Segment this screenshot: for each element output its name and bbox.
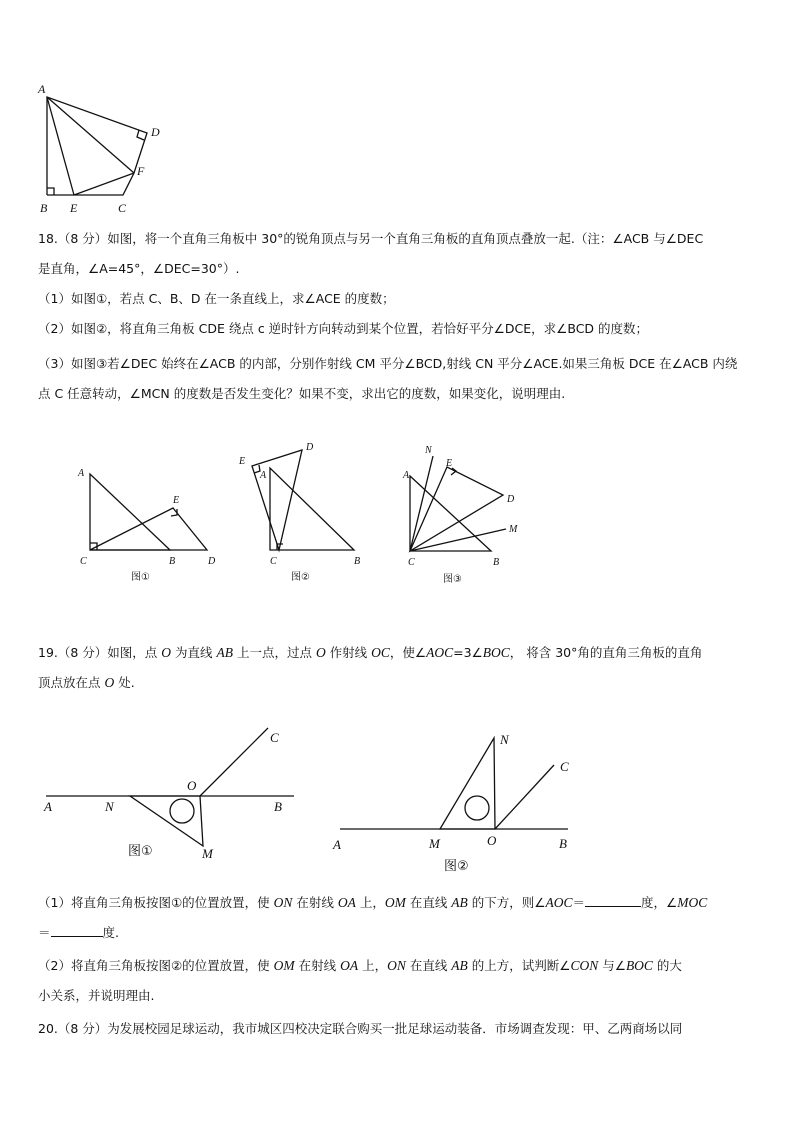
q19-text: 的大: [652, 958, 682, 973]
q19-text: ， 将含 30°角的直角三角板的直角: [509, 645, 703, 660]
q18-figure-1: [76, 460, 226, 590]
triangle-acb: [270, 468, 354, 550]
label-e: E: [173, 495, 180, 506]
label-e: E: [239, 456, 246, 467]
label-b: B: [274, 799, 282, 814]
var-oa: OA: [340, 958, 359, 973]
label-o: O: [187, 778, 197, 793]
q19-text: 为直线: [171, 645, 217, 660]
label-c: C: [560, 759, 569, 774]
q18-line1: 18.（8 分）如图，将一个直角三角板中 30°的锐角顶点与另一个直角三角板的直角顶点叠放一起.（注：∠ACB 与∠DEC: [38, 231, 704, 246]
q19-text: （1）将直角三角板按图①的位置放置，使: [38, 895, 274, 910]
q18-part2: （2）如图②，将直角三角板 CDE 绕点 c 逆时针方向转动到某个位置，若恰好平分∠DCE，求∠BCD 的度数；: [38, 321, 649, 336]
ray-cn: [410, 456, 433, 551]
figure-caption: 图①: [128, 844, 153, 859]
label-n: N: [105, 799, 114, 814]
top-geometry-figure: [30, 78, 170, 218]
label-a: A: [333, 837, 341, 852]
var-oa: OA: [337, 895, 356, 910]
var-aoc: AOC: [545, 895, 573, 910]
figure-caption: 图③: [443, 574, 462, 585]
q19-text: 在射线: [292, 895, 338, 910]
q18-line2: 是直角，∠A=45°，∠DEC=30°）.: [38, 261, 240, 276]
q19-text: =3∠: [453, 645, 483, 660]
q19-text: 上一点，过点: [232, 645, 316, 660]
label-m: M: [429, 836, 440, 851]
figure-caption: 图①: [131, 572, 150, 583]
var-boc: BOC: [625, 958, 653, 973]
var-on: ON: [273, 895, 293, 910]
label-b: B: [559, 836, 567, 851]
q19-text: 处.: [114, 675, 135, 690]
label-c: C: [270, 556, 277, 567]
label-e: E: [446, 458, 453, 469]
label-e: E: [70, 201, 78, 215]
label-a: A: [260, 470, 267, 481]
q19-text: （2）将直角三角板按图②的位置放置，使: [38, 958, 274, 973]
var-om: OM: [384, 895, 406, 910]
q19-text: 度.: [102, 925, 119, 940]
label-n: N: [500, 732, 509, 747]
q19-text: 顶点放在点: [38, 675, 105, 690]
label-d: D: [507, 494, 515, 505]
q19-part1-line1: [38, 888, 760, 918]
ray-cm: [410, 529, 506, 551]
var-moc: MOC: [677, 895, 708, 910]
ray-oc: [200, 728, 268, 796]
label-c: C: [118, 201, 127, 215]
q19-text: 19.（8 分）如图，点: [38, 645, 162, 660]
var-ab: AB: [451, 895, 468, 910]
answer-blank-moc[interactable]: [51, 924, 103, 937]
segment-af: [47, 97, 134, 173]
q18-part1: （1）如图①，若点 C、B、D 在一条直线上，求∠ACE 的度数；: [38, 291, 395, 306]
q19-part2-line1: [38, 951, 760, 981]
var-on: ON: [387, 958, 406, 973]
q19-text: ＝: [572, 895, 585, 910]
figure-outline: [47, 97, 147, 195]
q19-part1-line2: [38, 918, 760, 948]
q18-figure-3: [396, 440, 536, 590]
q19-text: ＝: [38, 925, 51, 940]
figure-caption: 图②: [444, 859, 469, 874]
q19-text: 在直线: [405, 895, 452, 910]
var-om: OM: [273, 958, 295, 973]
label-c: C: [408, 557, 415, 568]
var-o: O: [104, 675, 115, 690]
label-d: D: [151, 125, 160, 139]
answer-blank-aoc[interactable]: [585, 894, 641, 907]
q18-part3-line1: （3）如图③若∠DEC 始终在∠ACB 的内部，分别作射线 CM 平分∠BCD,射线 CN 平分∠ACE.如果三角板 DCE 在∠ACB 内绕: [38, 356, 738, 371]
q19-text: 与∠: [598, 958, 626, 973]
q19-text: 上，: [358, 958, 388, 973]
label-m: M: [509, 524, 518, 535]
label-f: F: [137, 164, 145, 178]
q19-text: 度，∠: [641, 895, 678, 910]
label-a: A: [403, 470, 410, 481]
q19-line2: [38, 668, 760, 698]
q19-part2-line2: 小关系，并说明理由.: [38, 988, 155, 1003]
label-o: O: [487, 833, 497, 848]
label-d: D: [306, 442, 314, 453]
var-ab: AB: [216, 645, 233, 660]
triangle-acb: [90, 474, 170, 550]
var-con: CON: [570, 958, 599, 973]
label-c: C: [270, 730, 279, 745]
triangle-ced: [410, 467, 503, 551]
q19-text: 在射线: [294, 958, 341, 973]
var-boc: BOC: [482, 645, 510, 660]
var-o: O: [315, 645, 326, 660]
q19-text: 在直线: [405, 958, 452, 973]
q19-text: 上，: [355, 895, 385, 910]
label-a: A: [38, 82, 46, 96]
q19-text: 的下方，则∠: [467, 895, 546, 910]
var-ab: AB: [451, 958, 468, 973]
q19-text: ，使∠: [389, 645, 427, 660]
set-square-hole: [170, 799, 194, 823]
q20-line1: 20.（8 分）为发展校园足球运动，我市城区四校决定联合购买一批足球运动装备．市场调查发现：甲、乙两商场以同: [38, 1021, 683, 1036]
label-c: C: [80, 556, 87, 567]
q19-figure-1: [36, 718, 306, 868]
segment-ae: [47, 97, 74, 195]
q18-figure-2: [234, 438, 374, 588]
var-aoc: AOC: [426, 645, 454, 660]
label-a: A: [44, 799, 52, 814]
label-a: A: [78, 468, 85, 479]
triangle-acb: [410, 476, 491, 551]
label-b: B: [354, 556, 361, 567]
label-b: B: [40, 201, 48, 215]
q19-figure-2: [330, 724, 600, 884]
q19-text: 作射线: [325, 645, 372, 660]
var-oc: OC: [371, 645, 390, 660]
set-square-hole: [465, 796, 489, 820]
label-b: B: [493, 557, 500, 568]
label-d: D: [208, 556, 216, 567]
q19-line1: [38, 638, 760, 668]
ray-oc: [495, 765, 554, 829]
label-n: N: [425, 445, 432, 456]
label-b: B: [169, 556, 176, 567]
var-o: O: [161, 645, 172, 660]
figure-caption: 图②: [291, 572, 310, 583]
right-angle-mark-b: [47, 188, 54, 195]
label-m: M: [202, 846, 213, 861]
q18-part3-line2: 点 C 任意转动，∠MCN 的度数是否发生变化？如果不变，求出它的度数，如果变化，说明理由.: [38, 386, 566, 401]
q19-text: 的上方，试判断∠: [467, 958, 571, 973]
